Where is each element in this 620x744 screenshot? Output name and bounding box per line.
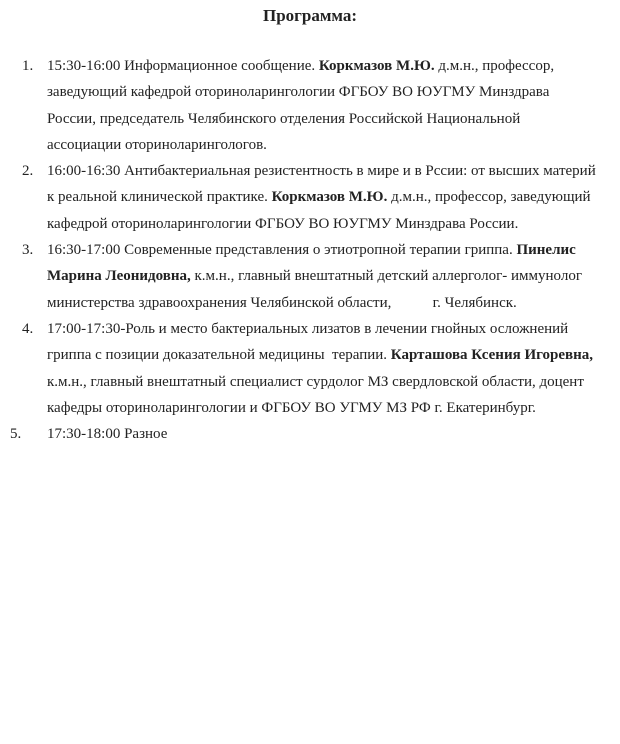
speaker-name: Коркмазов М.Ю. [318, 58, 435, 74]
item-number: 3. [22, 242, 34, 259]
program-item [0, 316, 620, 421]
item-text: заведующий кафедрой оториноларингологии ФГБОУ ВО ЮУГМУ Минздрава [47, 84, 550, 101]
program-item [0, 421, 620, 447]
item-text: к реальной клинической практике. [47, 189, 272, 206]
item-text: д.м.н., профессор, [434, 58, 555, 74]
page-title: Программа: [262, 6, 358, 25]
item-text: 16:00-16:30 Антибактериальная резистентность в мире и в Рссии: от высших материй [47, 163, 596, 180]
item-text-line [47, 342, 620, 368]
program-item [0, 237, 620, 316]
item-text: 15:30-16:00 Информационное сообщение. [47, 58, 319, 74]
item-text-line [47, 53, 620, 79]
item-text-line [47, 184, 620, 210]
item-text-line [47, 421, 620, 447]
speaker-name: Пинелис [516, 242, 576, 259]
program-list [0, 53, 620, 447]
item-text: д.м.н., профессор, заведующий [387, 189, 591, 206]
program-item [0, 158, 620, 237]
item-text-line [47, 395, 620, 421]
item-number: 2. [22, 163, 34, 180]
item-number: 4. [22, 320, 34, 337]
speaker-name: Карташова Ксения Игоревна, [390, 347, 594, 364]
item-text-line [47, 79, 620, 105]
item-text: кафедрой оториноларингологии ФГБОУ ВО ЮУГМУ Минздрава России. [47, 215, 519, 232]
item-text-line [47, 290, 620, 316]
program-item [0, 53, 620, 158]
item-text: к.м.н., главный внештатный детский аллерголог- иммунолог [190, 268, 582, 285]
speaker-name: Марина Леонидовна, [47, 268, 191, 285]
item-text-line [47, 106, 620, 132]
speaker-name: Коркмазов М.Ю. [271, 189, 388, 206]
item-text-line [47, 316, 620, 342]
item-text-line [47, 132, 620, 158]
item-text: министерства здравоохранения Челябинской области, г. Челябинск. [47, 294, 517, 311]
item-text: 17:30-18:00 Разное [47, 426, 168, 443]
item-text-line [47, 263, 620, 289]
item-number: 1. [22, 58, 34, 74]
item-text-line [47, 237, 620, 263]
item-text: России, председатель Челябинского отделения Российской Национальной [47, 110, 521, 127]
item-number: 5. [10, 426, 22, 443]
item-text-line [47, 211, 620, 237]
item-text: гриппа с позиции доказательной медицины терапии. [47, 347, 391, 364]
item-text-line [47, 369, 620, 395]
item-text: 16:30-17:00 Современные представления о этиотропной терапии гриппа. [47, 242, 517, 259]
item-text: к.м.н., главный внештатный специалист сурдолог МЗ свердловской области, доцент [47, 373, 584, 390]
item-text-line [47, 158, 620, 184]
item-text: ассоциации оториноларингологов. [47, 136, 267, 153]
item-text: 17:00-17:30-Роль и место бактериальных лизатов в лечении гнойных осложнений [47, 320, 569, 337]
item-text: кафедры оториноларингологии и ФГБОУ ВО УГМУ МЗ РФ г. Екатеринбург. [47, 399, 536, 416]
